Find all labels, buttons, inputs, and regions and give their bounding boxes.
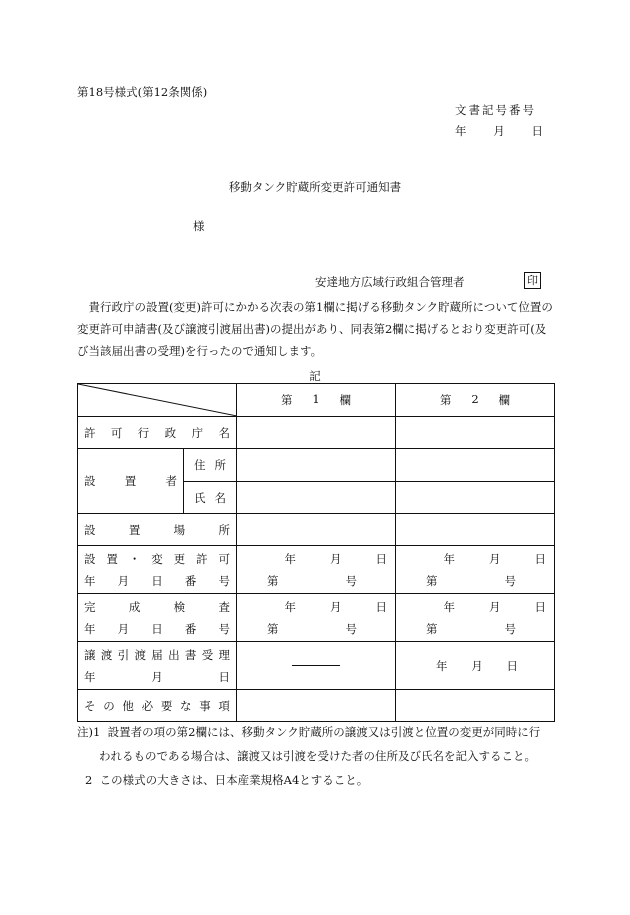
label-other: そ の 他 必 要 な 事 項 [78,690,237,722]
date-day: 日 [531,124,543,138]
table-row [78,417,555,449]
doc-number: 文書記号番号 [455,103,536,117]
notification-table [77,383,555,722]
note-2: 2 この様式の大きさは、日本産業規格A4とすること。 [85,773,369,787]
cell-name-1 [237,482,396,514]
cell-other-1 [237,690,396,722]
cell-address-1 [237,449,396,482]
table-row [78,642,555,690]
dash-line [292,665,340,666]
table-row [78,690,555,722]
label-permit: 設 置 ・ 変 更 許 可 年 月 日 番 号 [78,546,237,594]
note-1-continued: われるものである場合は、譲渡又は引渡を受けた者の住所及び氏名を記入すること。 [99,749,536,763]
cell-permit-1: 年 月 日 第 号 [237,546,396,594]
table-row [78,546,555,594]
table-row [78,514,555,546]
column-1-header: 第 1 欄 [237,384,396,417]
label-inspection: 完 成 検 査 年 月 日 番 号 [78,594,237,642]
column-2-header: 第 2 欄 [396,384,555,417]
addressee-suffix: 様 [193,219,205,233]
cell-address-2 [396,449,555,482]
cell-location-2 [396,514,555,546]
cell-other-2 [396,690,555,722]
cell-location-1 [237,514,396,546]
diagonal-line [78,384,237,416]
diagonal-cell [78,384,237,417]
table-row [78,449,555,482]
form-id: 第18号様式(第12条関係) [77,85,208,99]
cell-inspection-1: 年 月 日 第 号 [237,594,396,642]
cell-authority-2 [396,417,555,449]
cell-name-2 [396,482,555,514]
label-address: 住 所 [184,449,237,482]
header-row [78,384,555,417]
date-month: 月 [493,124,505,138]
issuer-name: 安達地方広域行政組合管理者 [315,275,465,289]
cell-authority-1 [237,417,396,449]
document-title: 移動タンク貯蔵所変更許可通知書 [228,180,402,194]
cell-permit-2: 年 月 日 第 号 [396,546,555,594]
cell-inspection-2: 年 月 日 第 号 [396,594,555,642]
notes [77,720,557,792]
cell-transfer-2: 年 月 日 [396,642,555,690]
cell-transfer-1 [237,642,396,690]
seal-mark: 印 [524,272,541,289]
ki-mark: 記 [309,369,321,383]
label-authority: 許 可 行 政 庁 名 [78,417,237,449]
table-row [78,594,555,642]
header-date [455,123,543,139]
label-name: 氏 名 [184,482,237,514]
label-location: 設 置 場 所 [78,514,237,546]
label-installer: 設 置 者 [78,449,184,514]
body-text: 貴行政庁の設置(変更)許可にかかる次表の第1欄に掲げる移動タンク貯蔵所について位置の変更許可申請書(及び譲渡引渡届出書)の提出があり、同表第2欄に掲げるとおり変更許可(及び当該届出書の受理)を行ったので通知します。 [77,300,553,358]
date-year: 年 [455,124,467,138]
note-1: 注)1 設置者の項の第2欄には、移動タンク貯蔵所の譲渡又は引渡と位置の変更が同時に行 [77,725,541,739]
label-transfer: 譲 渡 引 渡 届 出 書 受 理 年 月 日 [78,642,237,690]
